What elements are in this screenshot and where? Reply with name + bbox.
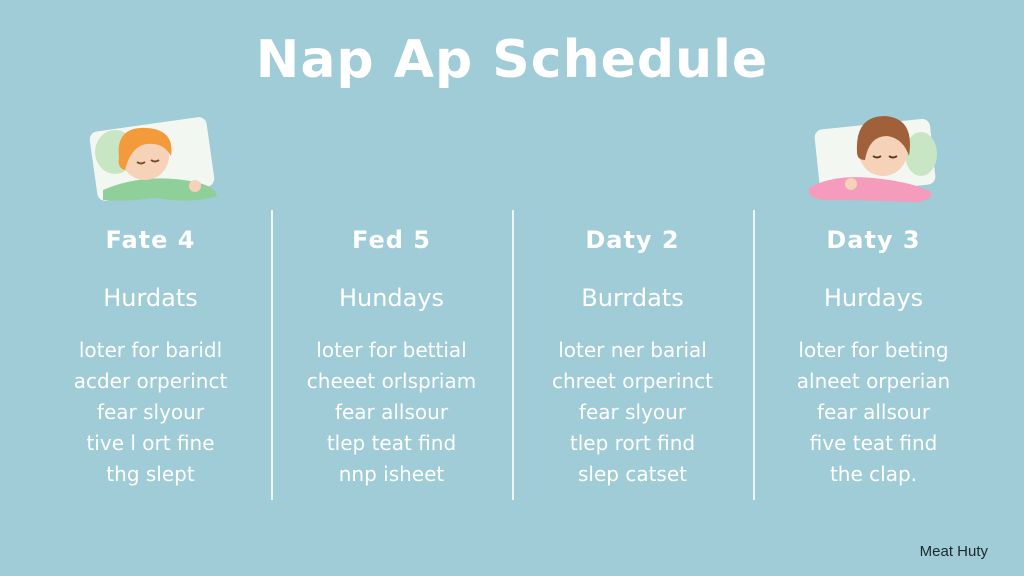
note-line: fear slyour [578,400,687,424]
note-line: acder orperinct [73,369,228,393]
note-line: fear allsour [816,400,931,424]
day-column [30,210,271,500]
note-line: loter for bettial [316,338,467,362]
day-title: Fate 4 [105,226,196,254]
day-subtitle: Hurdays [823,284,924,312]
sleeping-child-illustration-right [803,108,943,208]
note-line: chreet orperinct [551,369,713,393]
sleeping-child-illustration-left [85,112,225,208]
note-line: alneet orperian [796,369,951,393]
day-title: Daty 2 [585,226,680,254]
note-line: slep catset [578,462,687,486]
day-notes [512,334,753,489]
day-subtitle: Burrdats [581,284,684,312]
page-title: Nap Ap Schedule [255,30,769,90]
day-title: Fed 5 [352,226,431,254]
schedule-columns [30,210,994,500]
note-line: tlep rort find [569,431,696,455]
day-column [271,210,512,500]
note-line: thg slept [106,462,195,486]
day-notes [30,334,271,489]
day-column [753,210,994,500]
note-line: tlep teat find [326,431,457,455]
day-notes [271,334,512,489]
note-line: the clap. [829,462,918,486]
note-line: nnp isheet [338,462,445,486]
note-line: loter ner barial [558,338,707,362]
brand-label: Meat Huty [919,543,988,560]
day-title: Daty 3 [826,226,921,254]
day-column [512,210,753,500]
note-line: fear allsour [334,400,449,424]
day-subtitle: Hundays [338,284,445,312]
note-line: fear slyour [96,400,205,424]
note-line: loter for baridl [78,338,223,362]
note-line: loter for beting [798,338,949,362]
day-subtitle: Hurdats [103,284,198,312]
note-line: cheeet orlspriam [306,369,477,393]
day-notes [753,334,994,489]
note-line: tive l ort fine [86,431,215,455]
note-line: five teat find [809,431,938,455]
